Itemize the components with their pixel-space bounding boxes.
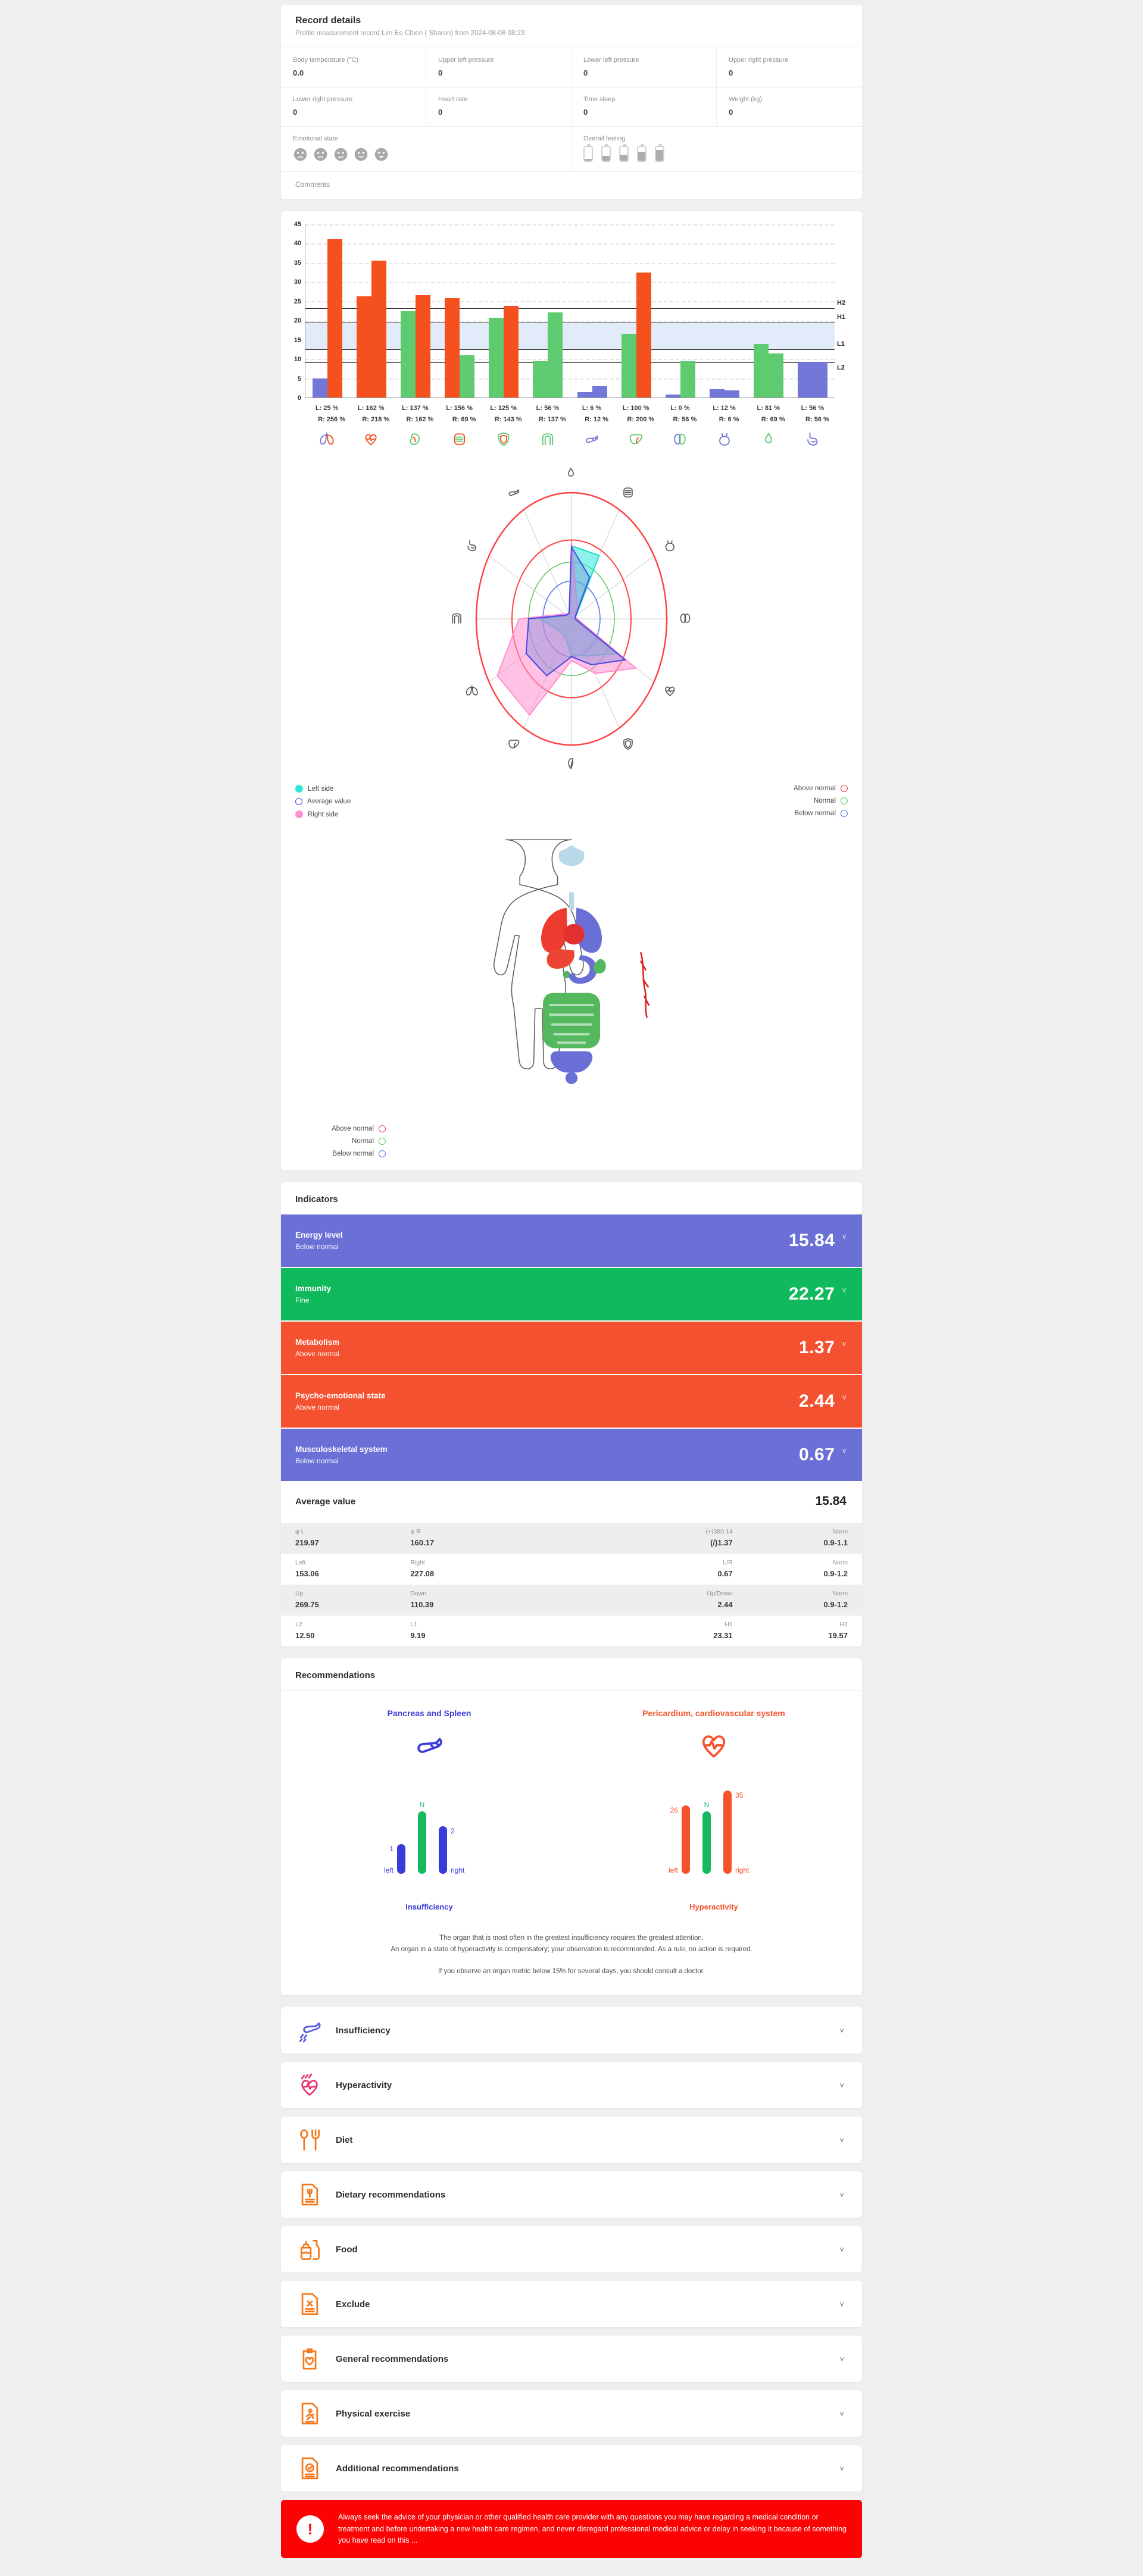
acc-diet-icon	[296, 2127, 323, 2153]
average-value-number: 15.84	[815, 1494, 847, 1508]
liver	[547, 949, 574, 969]
overall-feeling-label: Overall feeling	[583, 135, 626, 142]
colon-icon	[452, 614, 461, 624]
bar-pair-label: L: 156 % R: 69 %	[446, 405, 476, 423]
average-value-row	[281, 1482, 862, 1520]
norm-table-row: φ L 219.97 φ R 160.17 (+)380.14 (/)1.37 Norm 0.9-1.1	[281, 1523, 862, 1554]
record-details-card	[281, 5, 862, 199]
record-field: Lower left pressure 0	[572, 48, 717, 87]
organ-caption: Hyperactivity	[689, 1902, 738, 1912]
battery-icon	[583, 146, 593, 162]
right-bar	[636, 273, 651, 397]
organ-recommendations	[281, 1691, 862, 1917]
bar-pair	[438, 224, 482, 397]
right-bar	[416, 295, 430, 397]
legend-ring	[379, 1138, 386, 1145]
medical-disclaimer-banner	[281, 2500, 862, 2558]
right-bar	[460, 355, 474, 397]
record-field: Lower right pressure 0	[281, 87, 426, 127]
legend-ring	[295, 798, 302, 805]
lungs-icon	[467, 686, 477, 695]
shield-icon	[495, 431, 512, 447]
arm-vessels	[641, 953, 648, 1018]
intestine-icon	[624, 489, 632, 497]
organ-recommendation	[287, 1708, 572, 1911]
left-bar	[754, 344, 769, 397]
right-bar	[504, 306, 519, 397]
chevron-down-icon: ˅	[842, 1447, 847, 1456]
face-very-happy-icon	[374, 147, 389, 162]
legend-ring	[841, 810, 848, 817]
svg-text:1: 1	[389, 1845, 394, 1854]
trachea	[569, 892, 574, 910]
indicator-row[interactable]: Immunity Fine 22.27 ˅	[281, 1268, 862, 1322]
chevron-down-icon: ˅	[842, 1393, 847, 1403]
accordion-exclude[interactable]: Exclude ˅	[281, 2281, 862, 2327]
indicators-title: Indicators	[295, 1194, 338, 1205]
stomach-icon	[804, 431, 821, 447]
radar-series	[526, 547, 625, 676]
battery-icon	[619, 146, 629, 162]
recommendation-sections	[0, 2007, 1143, 2492]
norm-table-row: L2 12.50 L1 9.19 H1 23.31 H2 19.57	[295, 1621, 848, 1641]
emotional-state-cell	[281, 127, 572, 171]
chevron-down-icon: ˅	[842, 1232, 847, 1242]
pancreas-icon	[413, 1729, 446, 1762]
acc-exclude-icon	[296, 2291, 323, 2317]
bar-pair-label: L: 56 % R: 137 %	[536, 405, 566, 423]
indicators-card	[281, 1182, 862, 1647]
bar-pair	[702, 224, 747, 397]
organ-title: Pancreas and Spleen	[387, 1708, 471, 1719]
norm-table-row: Up 269.75 Down 110.39 Up/Down 2.44 Norm 0.9-1.2	[281, 1585, 862, 1616]
svg-text:right: right	[735, 1866, 749, 1875]
battery-icon	[601, 146, 611, 162]
heart-icon	[697, 1729, 730, 1762]
chevron-down-icon: ˅	[839, 2135, 844, 2145]
organ-title: Pericardium, cardiovascular system	[642, 1708, 785, 1719]
acc-hyperactivity-icon	[296, 2072, 323, 2098]
chevron-down-icon: ˅	[839, 2026, 844, 2035]
legend-ring	[841, 797, 848, 805]
acc-runner-doc-icon	[296, 2400, 323, 2427]
radar-legend-series	[295, 785, 351, 818]
face-happy-icon	[354, 147, 368, 162]
chevron-down-icon: ˅	[842, 1339, 847, 1349]
bar-pair	[394, 224, 438, 397]
comments-label: Comments	[281, 171, 862, 199]
recommendations-notes: The organ that is most often in the greatest insufficiency requires the greatest attention. An organ in a state of hyperactivity is compensatory; your observation is recommended. As a rule, no action is required. If you observe an organ metric below 15% for several days, you should consult a doctor.	[391, 1935, 752, 1976]
left-bar	[489, 318, 504, 398]
pancreas-icon	[583, 431, 600, 447]
emotional-state-label: Emotional state	[293, 135, 338, 142]
bladder-icon	[666, 541, 674, 551]
right-bar	[813, 362, 827, 397]
stomach-icon	[468, 541, 476, 551]
svg-text:left: left	[383, 1866, 394, 1875]
meridian-radar-chart	[281, 455, 862, 781]
liver-icon	[627, 431, 644, 447]
radar-svg	[432, 457, 711, 781]
legend-item: Above normal	[794, 785, 848, 792]
record-field: Body temperature (°C) 0.0	[281, 48, 426, 87]
svg-text:26: 26	[670, 1806, 678, 1815]
organ-mini-chart	[370, 1773, 489, 1889]
colon-icon	[539, 431, 556, 447]
chevron-down-icon: ˅	[839, 2464, 844, 2473]
radar-legend-norm	[794, 785, 848, 818]
accordion-hyperactivity[interactable]: Hyperactivity ˅	[281, 2062, 862, 2108]
right-bar	[592, 386, 607, 397]
bar-pair	[482, 224, 526, 397]
left-bar	[401, 311, 416, 397]
bar-pair	[747, 224, 791, 397]
bar-pair	[570, 224, 614, 397]
body-diagram-legend	[281, 1119, 400, 1170]
left-bar	[710, 389, 724, 397]
bar-pair-label: L: 25 % R: 256 %	[315, 405, 345, 423]
accordion-insufficiency[interactable]: Insufficiency ˅	[281, 2007, 862, 2054]
accordion-diet[interactable]: Diet ˅	[281, 2117, 862, 2163]
organ-mini-chart	[654, 1773, 773, 1889]
legend-ring	[379, 1150, 386, 1157]
norm-table-row: Left 153.06 Right 227.08 L/R 0.67 Norm 0.9-1.2	[295, 1559, 848, 1579]
record-field: Time sleep 0	[572, 87, 717, 127]
face-sad-icon	[313, 147, 328, 162]
acc-food-icon	[296, 2236, 323, 2262]
bar-chart-norm-labels: H2 H1 L1 L2	[837, 299, 846, 372]
record-details-title: Record details	[295, 15, 361, 26]
accordion-dietary-recommendations[interactable]: Dietary recommendations ˅	[281, 2171, 862, 2218]
svg-text:left: left	[668, 1866, 678, 1875]
chevron-down-icon: ˅	[839, 2299, 844, 2309]
bar-chart-plot	[305, 224, 835, 398]
heart-icon	[666, 687, 674, 696]
bar-pair-label: L: 162 % R: 218 %	[357, 405, 390, 423]
indicator-rows	[281, 1215, 862, 1482]
right-bar	[724, 390, 739, 397]
average-value-label: Average value	[295, 1496, 356, 1507]
svg-text:N: N	[704, 1801, 710, 1810]
left-bar	[533, 361, 548, 397]
indicator-row[interactable]: Psycho-emotional state Above normal 2.44 ˅	[281, 1375, 862, 1429]
face-very-sad-icon	[293, 147, 308, 162]
bar-pair-label: L: 0 % R: 56 %	[670, 405, 697, 423]
organ-caption: Insufficiency	[405, 1902, 453, 1912]
charts-card	[281, 211, 862, 1170]
bar-pair	[791, 224, 835, 397]
right-bar	[371, 261, 386, 397]
legend-dot	[295, 785, 303, 793]
record-fields-grid	[281, 48, 862, 127]
intestine-icon	[451, 431, 468, 447]
battery-icon	[637, 146, 647, 162]
bar-pair	[305, 224, 349, 397]
chevron-down-icon: ˅	[839, 2409, 844, 2418]
legend-item: Normal	[295, 1138, 386, 1145]
legend-item: Above normal	[295, 1125, 386, 1132]
left-bar	[357, 296, 371, 397]
bar-pair-label: L: 6 % R: 12 %	[582, 405, 608, 423]
chevron-down-icon: ˅	[839, 2080, 844, 2090]
legend-item: Left side	[295, 785, 351, 793]
bar-pair-label: L: 56 % R: 56 %	[801, 405, 829, 423]
emotional-state-faces	[293, 147, 559, 162]
gallbladder-icon	[760, 431, 777, 447]
indicator-row[interactable]: Musculoskeletal system Below normal 0.67 ˅	[281, 1429, 862, 1482]
chevron-down-icon: ˅	[839, 2245, 844, 2254]
indicator-row[interactable]: Energy level Below normal 15.84 ˅	[281, 1215, 862, 1268]
right-bar	[327, 239, 342, 397]
body-organ-diagram	[281, 828, 862, 1119]
left-bar	[666, 395, 680, 397]
overall-feeling-cell	[572, 127, 862, 171]
legend-item: Below normal	[794, 810, 848, 817]
record-field: Upper left pressure 0	[426, 48, 572, 87]
acc-insufficiency-icon	[296, 2017, 323, 2043]
accordion-additional-recommendations[interactable]: Additional recommendations ˅	[281, 2445, 862, 2492]
face-neutral-icon	[333, 147, 348, 162]
spleen	[594, 959, 606, 974]
legend-item: Below normal	[295, 1150, 386, 1157]
right-bar	[548, 312, 563, 397]
kidneys-icon	[681, 614, 690, 622]
liver-icon	[509, 740, 519, 748]
bladder-icon	[716, 431, 733, 447]
warning-icon: !	[296, 2515, 324, 2543]
bar-pair	[349, 224, 394, 397]
recommendations-title: Recommendations	[295, 1670, 376, 1681]
left-bar	[622, 334, 636, 397]
shield-icon	[624, 739, 632, 750]
bar-pair-label: L: 100 % R: 200 %	[622, 405, 655, 423]
pelvic-organs	[551, 1051, 592, 1084]
legend-item: Right side	[295, 810, 351, 818]
gallbladder-icon	[569, 468, 573, 476]
chevron-down-icon: ˅	[839, 2354, 844, 2364]
bar-pair	[614, 224, 658, 397]
pancreas-icon	[509, 490, 519, 496]
bar-pair-label: L: 81 % R: 69 %	[757, 405, 785, 423]
accordion-food[interactable]: Food ˅	[281, 2226, 862, 2273]
left-lung	[541, 908, 567, 953]
left-bar	[798, 362, 813, 397]
body-svg	[461, 834, 682, 1119]
bar-pair-label: L: 125 % R: 143 %	[490, 405, 522, 423]
bar-chart-x-labels	[305, 398, 835, 425]
right-bar	[769, 353, 783, 397]
kidneys-icon	[672, 431, 688, 447]
brain	[559, 846, 585, 866]
spleen-icon	[407, 431, 423, 447]
norm-table	[281, 1523, 862, 1647]
legend-item: Average value	[295, 798, 351, 805]
lungs-icon	[318, 431, 335, 447]
chevron-down-icon: ˅	[842, 1286, 847, 1295]
bar-pair	[526, 224, 570, 397]
bar-chart-organ-icons	[305, 431, 835, 447]
bar-pair	[658, 224, 702, 397]
record-field: Heart rate 0	[426, 87, 572, 127]
disclaimer-text: Always seek the advice of your physician or other qualified health care provider with any questions you may have regarding a medical condition or treatment and before undertaking a new health care regimen, and never disregard professional medical advice or delay in seeking it because of something you have read on this ...	[338, 2513, 847, 2545]
heart-icon	[363, 431, 379, 447]
left-bar	[313, 378, 327, 397]
legend-dot	[295, 810, 303, 818]
svg-text:2: 2	[451, 1827, 455, 1836]
organ-recommendation	[572, 1708, 856, 1911]
left-bar	[577, 392, 592, 397]
intestines	[543, 993, 600, 1048]
acc-doc-fork-icon	[296, 2181, 323, 2208]
acc-clipboard-heart-icon	[296, 2346, 323, 2372]
bar-pair-label: L: 12 % R: 6 %	[713, 405, 739, 423]
svg-text:35: 35	[735, 1791, 744, 1800]
left-bar	[445, 298, 460, 397]
right-bar	[680, 361, 695, 397]
recommendations-card	[281, 1658, 862, 1995]
chevron-down-icon: ˅	[839, 2190, 844, 2199]
accordion-general-recommendations[interactable]: General recommendations ˅	[281, 2336, 862, 2382]
legend-ring	[379, 1125, 386, 1132]
record-field: Upper right pressure 0	[717, 48, 862, 87]
accordion-physical-exercise[interactable]: Physical exercise ˅	[281, 2390, 862, 2437]
legend-item: Normal	[794, 797, 848, 805]
bar-chart-y-axis: 0 5 10 15 20 25 30 35 40 45	[293, 221, 301, 402]
record-details-subtitle: Profile measurement record Lim Ee Chien ( Sharon) from 2024-08-08 08:23	[295, 30, 525, 37]
leaf-icon	[569, 759, 573, 769]
svg-text:N: N	[419, 1801, 425, 1810]
legend-ring	[841, 785, 848, 792]
overall-feeling-batteries	[583, 146, 850, 162]
record-field: Weight (kg) 0	[717, 87, 862, 127]
battery-icon	[655, 146, 664, 162]
bar-pair-label: L: 137 % R: 162 %	[402, 405, 434, 423]
svg-text:right: right	[451, 1866, 465, 1875]
meridian-bar-chart	[281, 211, 862, 455]
indicator-row[interactable]: Metabolism Above normal 1.37 ˅	[281, 1322, 862, 1375]
